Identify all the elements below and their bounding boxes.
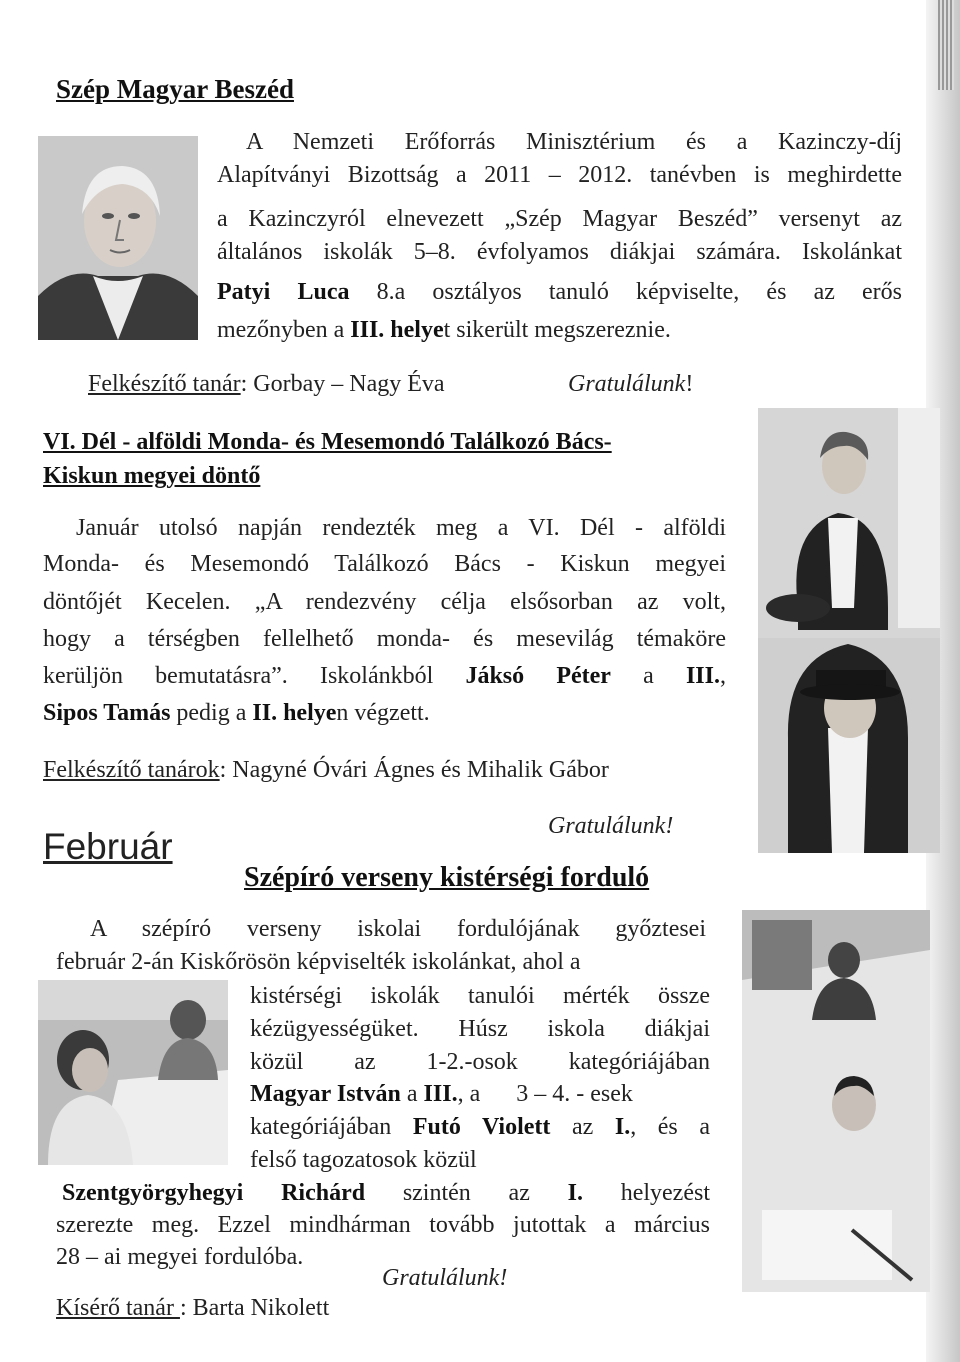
- month-heading: Február: [43, 826, 173, 867]
- section3-title: Szépíró verseny kistérségi forduló: [244, 862, 650, 893]
- section3-wrap-line: kézügyességüket. Húsz iskola diákjai: [250, 1016, 710, 1042]
- section2-title-line2: Kiskun megyei döntő: [43, 463, 261, 489]
- section2-text-line: Január utolsó napján rendezték meg a VI. Dél - alföldi: [76, 515, 726, 541]
- contest-right-photo: [742, 910, 930, 1292]
- section1-text-line: A Nemzeti Erőforrás Minisztérium és a Kazinczy-díj: [246, 129, 902, 155]
- storytellers-photo: [758, 408, 940, 853]
- section1-teacher: Felkészítő tanár: Gorbay – Nagy Éva: [88, 371, 445, 397]
- portrait-illustration: [38, 136, 198, 340]
- section3-wrap-line: felső tagozatosok közül: [250, 1147, 477, 1173]
- section1-congrats: Gratulálunk!: [568, 371, 694, 397]
- section3-wrap-line: közül az 1-2.-osok kategóriájában: [250, 1049, 710, 1075]
- section3-text-line: A szépíró verseny iskolai fordulójának győztesei: [90, 916, 706, 942]
- section3-text-line: február 2-án Kiskőrösön képviselték iskolánkat, ahol a: [56, 949, 581, 975]
- storytellers-illustration: [758, 408, 940, 853]
- student-name-jakso: Jáksó Péter: [465, 663, 611, 689]
- section2-congrats: Gratulálunk!: [548, 813, 674, 839]
- section3-wrap-line: Magyar István a III., a 3 – 4. - esek: [250, 1081, 633, 1107]
- section2-text-line: kerüljön bemutatásra”. Iskolánkból Jáksó Péter a III.,: [43, 663, 726, 689]
- section2-text-line: Sipos Tamás pedig a II. helyen végzett.: [43, 700, 430, 726]
- section1-text-line: általános iskolák 5–8. évfolyamos diákjai számára. Iskolánkat: [217, 239, 902, 265]
- section3-wrap-line: kistérségi iskolák tanulói mérték össze: [250, 983, 710, 1009]
- student-name-magyar: Magyar István: [250, 1081, 401, 1107]
- section2-text-line: hogy a térségben fellelhető monda- és mesevilág témaköre: [43, 626, 726, 652]
- section3-wrap-line: kategóriájában Futó Violett az I., és a: [250, 1114, 710, 1140]
- section3-text-line: Szentgyörgyhegyi Richárd szintén az I. helyezést: [62, 1180, 710, 1206]
- section1-text-line: a Kazinczyról elnevezett „Szép Magyar Beszéd” versenyt az: [217, 206, 902, 232]
- student-name-futo: Futó Violett: [412, 1114, 551, 1140]
- section2-text-line: döntőjét Kecelen. „A rendezvény célja elsősorban az volt,: [43, 589, 726, 615]
- section3-congrats: Gratulálunk!: [382, 1265, 508, 1291]
- section1-title: Szép Magyar Beszéd: [56, 74, 294, 104]
- section2-teachers: Felkészítő tanárok: Nagyné Óvári Ágnes és Mihalik Gábor: [43, 757, 609, 783]
- section1-text-line: Patyi Luca 8.a osztályos tanuló képviselte, és az erős: [217, 279, 902, 305]
- contest-right-illustration: [742, 910, 930, 1292]
- portrait-kazinczy-photo: [38, 136, 198, 340]
- student-name-sipos: Sipos Tamás: [43, 700, 171, 726]
- section1-text-line: Alapítványi Bizottság a 2011 – 2012. tanévben is meghirdette: [217, 162, 902, 188]
- student-name-szentgyorgyhegyi: Szentgyörgyhegyi Richárd: [62, 1180, 366, 1206]
- section1-text-line: mezőnyben a III. helyet sikerült megszereznie.: [217, 317, 671, 343]
- contest-left-illustration: [38, 980, 228, 1165]
- student-name-patyi: Patyi Luca: [217, 279, 350, 305]
- section3-escort: Kísérő tanár : Barta Nikolett: [56, 1295, 330, 1321]
- section2-text-line: Monda- és Mesemondó Találkozó Bács - Kiskun megyei: [43, 551, 726, 577]
- section2-title-line1: VI. Dél - alföldi Monda- és Mesemondó Találkozó Bács-: [43, 429, 612, 455]
- section3-text-line: szerezte meg. Ezzel mindhárman tovább jutottak a március: [56, 1212, 710, 1238]
- edge-stripes: [938, 0, 954, 90]
- contest-left-photo: [38, 980, 228, 1165]
- section3-text-line: 28 – ai megyei fordulóba.: [56, 1244, 304, 1270]
